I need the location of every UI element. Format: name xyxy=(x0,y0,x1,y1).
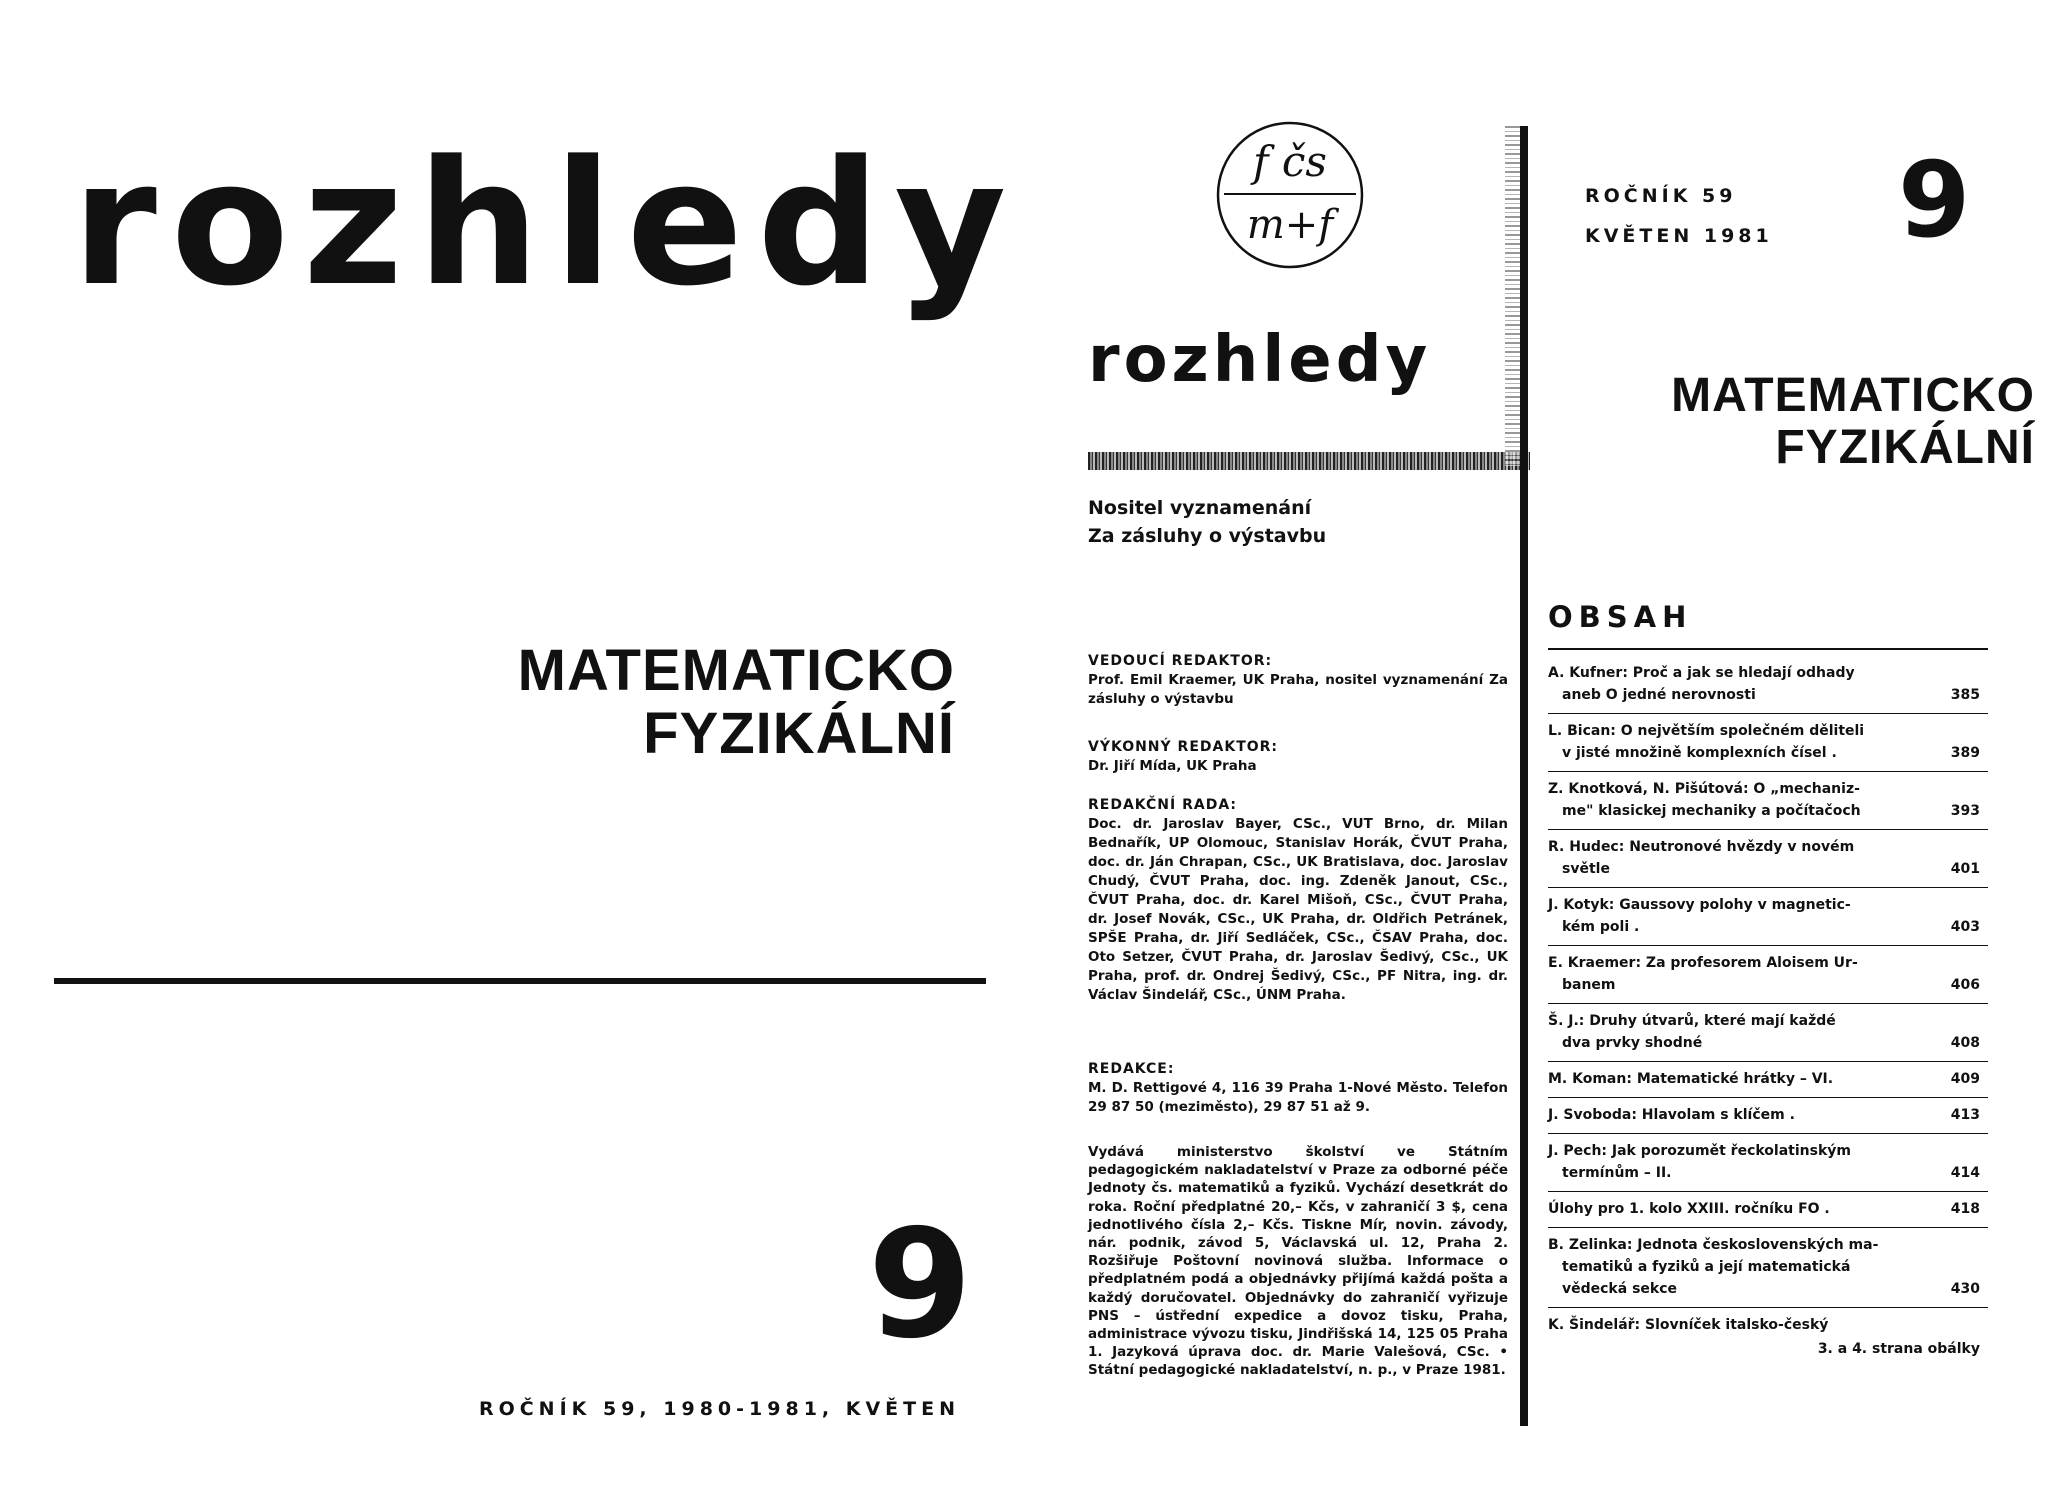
volume-label: ROČNÍK 59 xyxy=(1585,185,1737,207)
toc-line: E. Kraemer: Za profesorem Aloisem Ur- xyxy=(1548,955,1858,971)
toc-line: v jisté množině komplexních čísel . xyxy=(1562,745,1837,761)
toc-line: kém poli . xyxy=(1562,919,1640,935)
office-block xyxy=(1088,1060,1508,1117)
toc-line: M. Koman: Matematické hrátky – VI. xyxy=(1548,1071,1834,1087)
toc-entry-title xyxy=(1548,836,1980,880)
contents-heading: OBSAH xyxy=(1548,600,1693,634)
toc-line: tematiků a fyziků a její matematická xyxy=(1562,1259,1851,1275)
contents-issue-number: 9 xyxy=(1898,139,1971,261)
toc-entry xyxy=(1548,772,1988,830)
toc-entry xyxy=(1548,830,1988,888)
toc-page: 408 xyxy=(1950,1035,1980,1051)
toc-page: 385 xyxy=(1950,687,1980,703)
toc-entry xyxy=(1548,1004,1988,1062)
toc-line: vědecká sekce xyxy=(1562,1281,1678,1297)
toc-line: L. Bican: O největším společném děliteli xyxy=(1548,723,1865,739)
toc-line: me" klasickej mechaniky a počítačoch xyxy=(1562,803,1861,819)
volume-info xyxy=(1585,176,1773,256)
toc-entry xyxy=(1548,1134,1988,1192)
toc-entry xyxy=(1548,656,1988,714)
toc-line: dva prvky shodné xyxy=(1562,1035,1703,1051)
chief-editor-heading: VEDOUCÍ REDAKTOR: xyxy=(1088,653,1273,669)
contents-subtitle xyxy=(1575,370,2035,474)
logo-bottom-text: m+f xyxy=(1246,202,1334,248)
masthead-title: rozhledy xyxy=(1088,323,1432,397)
toc-page: 418 xyxy=(1950,1201,1980,1217)
toc-entry xyxy=(1548,1062,1988,1098)
logo-top-text: f čs xyxy=(1253,137,1327,186)
toc-entry xyxy=(1548,1308,1988,1367)
column-rule-texture xyxy=(1505,126,1520,466)
jcsmf-logo-icon xyxy=(1212,120,1368,270)
toc-entry-title xyxy=(1548,1068,1980,1090)
toc-line: R. Hudec: Neutronové hvězdy v novém xyxy=(1548,839,1855,855)
toc-page: 393 xyxy=(1950,803,1980,819)
award-line1: Nositel vyznamenání xyxy=(1088,497,1312,519)
toc-page: 413 xyxy=(1950,1107,1980,1123)
editorial-board-block xyxy=(1088,796,1508,1005)
toc-entry-title xyxy=(1548,662,1980,706)
toc-entry-title xyxy=(1548,952,1980,996)
toc-page: 409 xyxy=(1950,1071,1980,1087)
cover-subtitle xyxy=(455,640,955,765)
editorial-board-heading: REDAKČNÍ RADA: xyxy=(1088,797,1238,813)
toc-line: Z. Knotková, N. Pišútová: O „mechaniz- xyxy=(1548,781,1860,797)
office-heading: REDAKCE: xyxy=(1088,1061,1175,1077)
contents-subtitle-line1: MATEMATICKO xyxy=(1671,369,2035,422)
toc-page: 406 xyxy=(1950,977,1980,993)
toc-line: termínům – II. xyxy=(1562,1165,1672,1181)
toc-line: A. Kufner: Proč a jak se hledají odhady xyxy=(1548,665,1855,681)
toc-entry xyxy=(1548,946,1988,1004)
toc-page: 403 xyxy=(1950,919,1980,935)
toc-entry-title xyxy=(1548,1140,1980,1184)
cover-title: rozhledy xyxy=(72,123,1021,324)
toc-entry-title xyxy=(1548,1010,1980,1054)
award-line2: Za zásluhy o výstavbu xyxy=(1088,525,1327,547)
toc-entry-title xyxy=(1548,1198,1980,1220)
cover-issue-number: 9 xyxy=(867,1198,973,1372)
toc-line: K. Šindelář: Slovníček italsko-český xyxy=(1548,1317,1829,1333)
toc-line: J. Pech: Jak porozumět řeckolatinským xyxy=(1548,1143,1851,1159)
exec-editor-text: Dr. Jiří Mída, UK Praha xyxy=(1088,758,1257,774)
cover-subtitle-line1: MATEMATICKO xyxy=(517,638,955,703)
editorial-board-text: Doc. dr. Jaroslav Bayer, CSc., VUT Brno, dr. Milan Bednařík, UP Olomouc, Stanislav Horák, ČVUT Praha, doc. dr. Ján Chrapan, CSc., UK Bratislava, doc. Jaroslav Chudý, ČVUT Praha, doc. ing. Zdeněk Janout, CSc., ČVUT Praha, doc. dr. Karel Mišoň, CSc., ČVUT Praha, dr. Josef Novák, CSc., UK Praha, dr. Oldřich Petránek, SPŠE Praha, dr. Jiří Sedláček, CSc., ČSAV Praha, doc. Oto Setzer, ČVUT Praha, dr. Jaroslav Šedivý, CSc., UK Praha, prof. dr. Ondrej Šedivý, CSc., PF Nitra, ing. dr. Václav Šindelář, CSc., ÚNM Praha. xyxy=(1088,816,1508,1003)
award-note xyxy=(1088,494,1498,550)
toc-page: 389 xyxy=(1950,745,1980,761)
toc-page: 414 xyxy=(1950,1165,1980,1181)
toc-line: světle xyxy=(1562,861,1610,877)
contents-subtitle-line2: FYZIKÁLNÍ xyxy=(1775,420,2035,474)
column-divider xyxy=(1520,126,1528,1426)
toc-line: J. Kotyk: Gaussovy polohy v magnetic- xyxy=(1548,897,1851,913)
toc-line: Š. J.: Druhy útvarů, které mají každé xyxy=(1548,1013,1836,1029)
toc-entry xyxy=(1548,714,1988,772)
toc-page: 401 xyxy=(1950,861,1980,877)
contents-top-rule xyxy=(1548,648,1988,650)
toc-entry-title xyxy=(1548,1234,1980,1300)
toc-page: 430 xyxy=(1950,1281,1980,1297)
toc-entry xyxy=(1548,888,1988,946)
toc-entry-title xyxy=(1548,894,1980,938)
masthead-band xyxy=(1088,452,1530,470)
chief-editor-text: Prof. Emil Kraemer, UK Praha, nositel vyznamenání Za zásluhy o výstavbu xyxy=(1088,672,1508,707)
toc-line: Úlohy pro 1. kolo XXIII. ročníku FO . xyxy=(1548,1201,1830,1217)
toc-entry-title xyxy=(1548,778,1980,822)
exec-editor-heading: VÝKONNÝ REDAKTOR: xyxy=(1088,739,1279,755)
table-of-contents xyxy=(1548,656,1988,1367)
toc-entry xyxy=(1548,1228,1988,1308)
toc-page: 3. a 4. strana obálky xyxy=(1817,1341,1980,1357)
cover-divider xyxy=(54,978,986,984)
toc-entry xyxy=(1548,1192,1988,1228)
toc-entry xyxy=(1548,1098,1988,1134)
toc-line: aneb O jedné nerovnosti xyxy=(1562,687,1756,703)
toc-line: J. Svoboda: Hlavolam s klíčem . xyxy=(1548,1107,1795,1123)
office-text: M. D. Rettigové 4, 116 39 Praha 1-Nové Město. Telefon 29 87 50 (meziměsto), 29 87 51 až 9. xyxy=(1088,1080,1508,1115)
publisher-text: Vydává ministerstvo školství ve Státním pedagogickém nakladatelství v Praze za odborné péče Jednoty čs. matematiků a fyziků. Vychází desetkrát do roka. Roční předplatné 20,– Kčs, v zahraničí 3 $, cena jednotlivého čísla 2,– Kčs. Tiskne Mír, novin. závody, nár. podnik, závod 5, Václavská ul. 12, Praha 2. Rozšiřuje Poštovní novinová služba. Informace o předplatném podá a objednávky přijímá každá pošta a každý doručovatel. Objednávky do zahraničí vyřizuje PNS – ústřední expedice a dovoz tisku, Praha, administrace vývozu tisku, Jindřišská 14, 125 05 Praha 1. Jazyková úprava doc. dr. Marie Valešová, CSc. • Státní pedagogické nakladatelství, n. p., v Praze 1981. xyxy=(1088,1144,1508,1379)
date-label: KVĚTEN 1981 xyxy=(1585,225,1773,247)
toc-line: B. Zelinka: Jednota československých ma- xyxy=(1548,1237,1879,1253)
toc-entry-title xyxy=(1548,1104,1980,1126)
toc-entry-title xyxy=(1548,720,1980,764)
toc-entry-title xyxy=(1548,1314,1980,1336)
cover-footer: ROČNÍK 59, 1980-1981, KVĚTEN xyxy=(478,1398,960,1420)
exec-editor-block xyxy=(1088,738,1508,776)
chief-editor-block xyxy=(1088,652,1508,709)
toc-line: banem xyxy=(1562,977,1616,993)
cover-subtitle-line2: FYZIKÁLNÍ xyxy=(643,700,955,766)
